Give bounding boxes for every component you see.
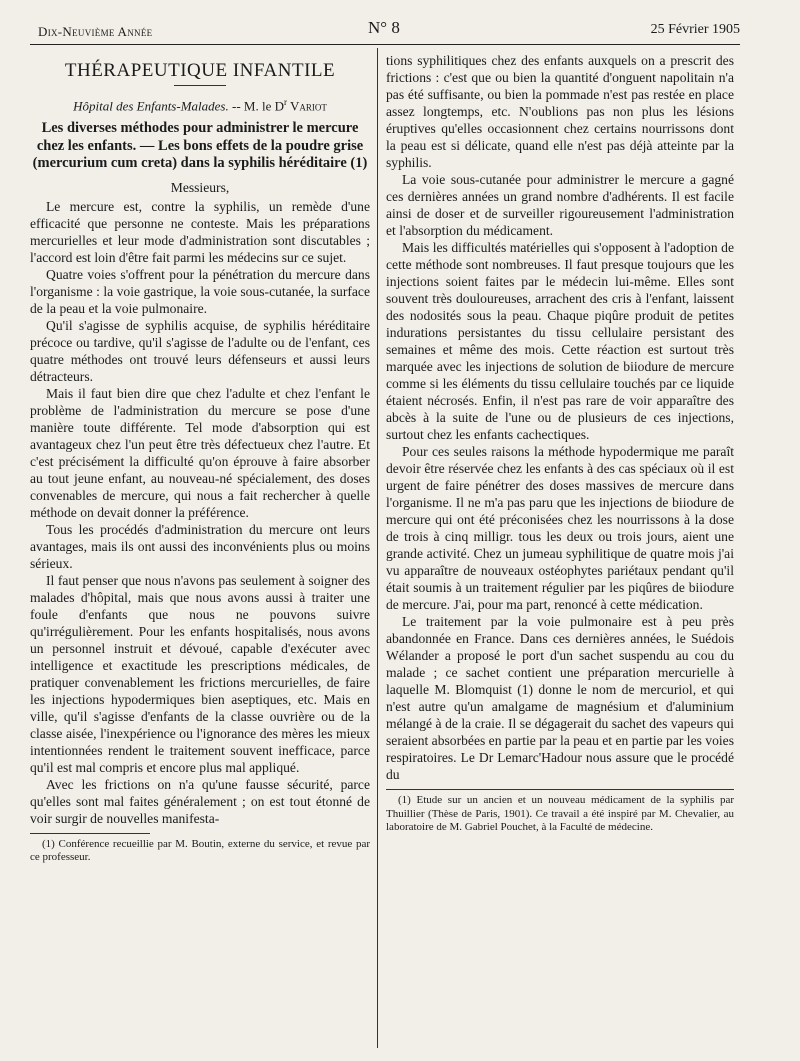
header-rule <box>30 44 740 45</box>
paragraph: Pour ces seules raisons la méthode hypodermique me paraît devoir être réservée chez les enfants à des cas spéciaux où il est urgent de faire pénétrer des doses massives de mercure dans l'organisme. Il ne m'a pas paru que les injections de biiodure de mercure qui ont été préconisées chez les nourrissons à la dose de trois à cinq milligr. tous les deux ou trois jours, aient une grande activité. Chez un jumeau syphilitique de quatre mois j'ai vu apparaître de nouveaux ostéophytes pariétaux pendant qu'il était soumis à un traitement régulier par les piqûres de biiodure de mercure. J'ai, pour ma part, renoncé à cette médication. <box>386 444 734 612</box>
paragraph: Le traitement par la voie pulmonaire est à peu près abandonnée en France. Dans ces dernières années, le Suédois Wélander a proposé le port d'un sachet suspendu au cou du malade ; ce sachet contient une préparation mercurielle à laquelle M. Blomquist (1) donne le nom de mercuriol, et qui n'est autre qu'un amalgame de magnésium et d'aluminium mélangé à de la craie. Il se dégagerait du sachet des vapeurs qui seraient absorbées en partie par la peau et en partie par les voies respiratoires. Le Dr Lemarc'Hadour nous assure que le procédé du <box>386 614 734 782</box>
footnote-rule <box>386 789 734 790</box>
right-column <box>386 52 734 835</box>
article-headline: Les diverses méthodes pour administrer le mercure chez les enfants. — Les bons effets de la poudre grise (mercurium cum creta) dans la syphilis héréditaire (1) <box>32 120 368 172</box>
paragraph: Qu'il s'agisse de syphilis acquise, de syphilis héréditaire précoce ou tardive, qu'il s'agisse de l'adulte ou de l'enfant, ces quatre méthodes ont trouvé leurs défenseurs et aussi leurs détracteurs. <box>30 317 370 384</box>
author-name: Variot <box>286 98 327 114</box>
section-title: THÉRAPEUTIQUE INFANTILE <box>64 60 336 81</box>
paragraph: Mais les difficultés matérielles qui s'opposent à l'adoption de cette méthode sont nombreuses. Il faut presque toujours que les injections soient faites par le médecin lui-même. Elles sont souvent très douloureuses, arrachent des cris à l'enfant, laissent des nodosités sous la peau. Chaque piqûre produit de petites indurations persistantes du tissu cellulaire persistant des semaines et même des mois. Cette réaction est surtout très marquée avec les injections de solution de biiodure de mercure comme si les éléments du tissu cellulaire touchés par ce liquide étaient nécrosés. Enfin, il n'est pas rare de voir apparaître des abcès à la suite de l'une ou de plusieurs de ces injections, surtout chez les enfants cachectiques. <box>386 240 734 442</box>
author-title-sup: r <box>283 97 287 107</box>
running-header <box>30 18 740 42</box>
header-year: Dix-Neuvième Année <box>38 24 153 39</box>
footnote: (1) Conférence recueillie par M. Boutin, externe du service, et revue par ce professeur. <box>30 837 370 864</box>
paragraph: Mais il faut bien dire que chez l'adulte et chez l'enfant le problème de l'administration du mercure se pose d'une manière toute différente. Tel mode d'absorption qui est avantageux chez l'un peut être très défectueux chez l'autre. Et c'est précisément la difficulté qu'on éprouve à faire absorber au tout jeune enfant, au nouveau-né spécialement, des doses convenables de mercure, qui nous a fait rechercher à quelle méthode on devait donner la préférence. <box>30 385 370 520</box>
left-column <box>30 52 370 865</box>
column-divider <box>377 48 378 1048</box>
author-prefix: -- M. le D <box>228 98 284 114</box>
header-issue-number: N° 8 <box>368 18 400 37</box>
footnote-rule <box>30 833 150 834</box>
header-date: 25 Février 1905 <box>650 22 740 37</box>
affiliation <box>30 94 370 114</box>
salutation: Messieurs, <box>170 179 230 195</box>
paragraph: Quatre voies s'offrent pour la pénétration du mercure dans l'organisme : la voie gastrique, la voie sous-cutanée, la surface de la peau et la voie pulmonaire. <box>30 266 370 316</box>
paragraph: La voie sous-cutanée pour administrer le mercure a gagné ces dernières années un grand nombre d'adhérents. Il est facile ainsi de doser et de surveiller rigoureusement l'administration et l'absorption du médicament. <box>386 172 734 238</box>
paragraph: Le mercure est, contre la syphilis, un remède d'une efficacité que personne ne conteste. Mais les préparations mercurielles et leur mode d'administration sont discutables ; l'accord est loin d'être fait parmi les médecins sur ce sujet. <box>30 198 370 265</box>
paragraph: Avec les frictions on n'a qu'une fausse sécurité, parce qu'elles sont mal faites généralement ; on est tout étonné de voir surgir de nouvelles manifesta- <box>30 776 370 826</box>
paragraph: tions syphilitiques chez des enfants auxquels on a prescrit des frictions : c'est que ou bien la quantité d'onguent napolitain n'a pas été suffisante, ou bien la pommade n'est pas restée en place assez longtemps, etc. N'oublions pas non plus les lésions éruptives qu'elles occasionnent chez certains nourrissons dont la peau est si délicate, quand elle n'est pas déjà atteinte par la syphilis. <box>386 53 734 170</box>
title-rule <box>174 85 226 86</box>
footnote: (1) Etude sur un ancien et un nouveau médicament de la syphilis par Thuillier (Thèse de Paris, 1901). Ce travail a été inspiré par M. Chevalier, au laboratoire de M. Gabriel Pouchet, à la Faculté de médecine. <box>386 794 734 833</box>
paragraph: Tous les procédés d'administration du mercure ont leurs avantages, mais ils ont aussi des inconvénients plus ou moins sérieux. <box>30 521 370 571</box>
hospital-name: Hôpital des Enfants-Malades. <box>73 98 229 114</box>
paragraph: Il faut penser que nous n'avons pas seulement à soigner des malades d'hôpital, mais que nous avons aussi à traiter une foule d'enfants que nous ne pouvons suivre qu'irrégulièrement. Pour les enfants hospitalisés, nous avons un personnel instruit et dévoué, capable d'exécuter avec intelligence et exactitude les prescriptions médicales, de pratiquer convenablement les frictions mercurielles, de faire les injections hypodermiques bien aseptiques, etc. Mais en ville, qu'il s'agisse d'enfants de la classe ouvrière ou de la classe aisée, l'inexpérience ou l'ignorance des mères les mieux intentionnées rendent le traitement souvent inefficace, parce qu'il est mal compris et encore plus mal appliqué. <box>30 572 370 775</box>
